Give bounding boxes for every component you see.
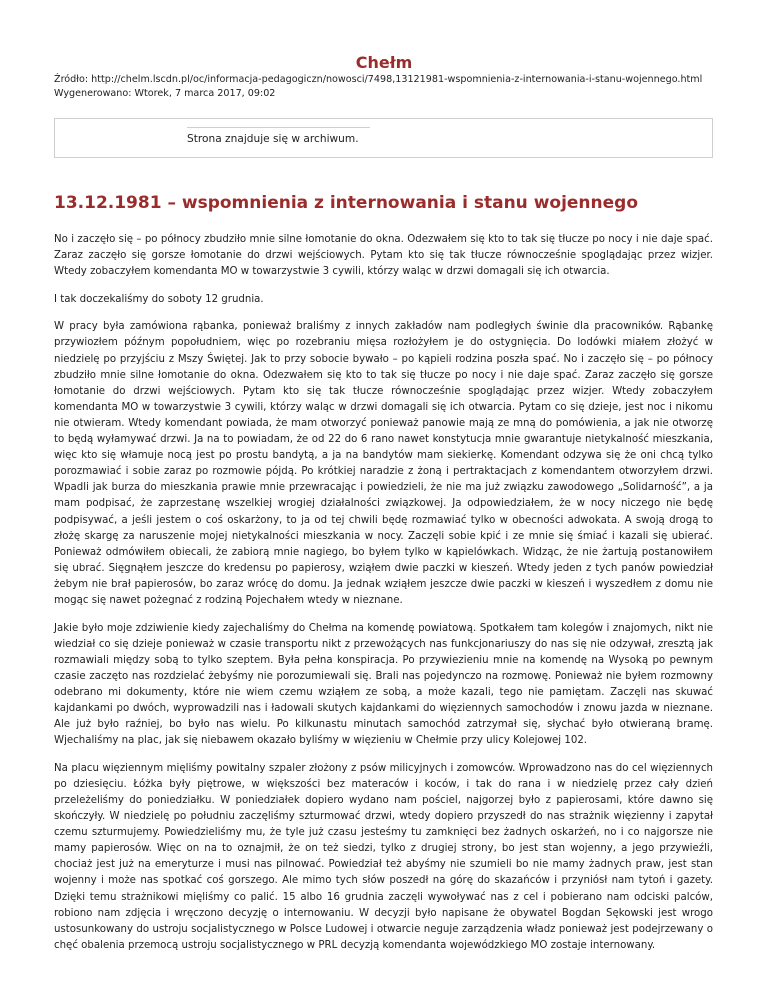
generated-date: Wygenerowano: Wtorek, 7 marca 2017, 09:02 xyxy=(54,88,276,99)
archive-divider xyxy=(187,127,370,128)
source-url: Źródło: http://chelm.lscdn.pl/oc/informacja-pedagogiczn/nowosci/7498,13121981-wspomnienia-z-internowania-i-stanu-wojennego.html xyxy=(54,74,703,85)
article-paragraph: Jakie było moje zdziwienie kiedy zajechaliśmy do Chełma na komendę powiatową. Spotkałem tam kolegów i znajomych, nikt nie wiedział co się dzieje ponieważ w czasie transportu nikt z przewożących nas funkcjonariuszy do nas się nie odzywał, zresztą jak rozmawiali między sobą to tylko szeptem. Była pełna konspiracja. Po przywiezieniu mnie na komendę na Wysoką po pewnym czasie zaczęto nas rozdzielać żebyśmy nie porozumiewali się. Brali nas pojedynczo na rozmowę. Ponieważ nie byłem rozmowny odebrano mi dokumenty, które nie wiem czemu wziąłem ze sobą, a może kazali, tego nie pamiętam. Zaczęli nas skuwać kajdankami po dwóch, wyprowadzili nas i ładowali skutych kajdankami do więziennych samochodów i znowu jazda w nieznane. Ale już było raźniej, bo było nas wielu. Po kilkunastu minutach samochód zatrzymał się, słychać było otwieraną bramę. Wjechaliśmy na plac, jak się niebawem okazało byliśmy w więzieniu w Chełmie przy ulicy Kolejowej 102. xyxy=(54,622,713,747)
document-meta xyxy=(54,73,702,101)
site-title: Chełm xyxy=(355,53,413,72)
article-paragraph: Na placu więziennym mięliśmy powitalny szpaler złożony z psów milicyjnych i zomowców. Wprowadzono nas do cel więziennych po dziesięciu. Łóżka były piętrowe, w większości bez materaców i koców, i tak do rana i w niedzielę przez cały dzień przeleżeliśmy do poniedziałku. W poniedziałek dopiero wydano nam pościel, najgorzej było z papierosami, które dawno się skończyły. W niedzielę po południu zaczęliśmy szturmować drzwi, wtedy dopiero przyszedł do nas strażnik więzienny i zapytał czemu szturmujemy. Powiedzieliśmy mu, że tyle już czasu jesteśmy tu zamknięci bez żadnych oskarżeń, no i co najgorsze nie mamy papierosów. Więc on na to oznajmił, że on też siedzi, tylko z drugiej strony, bo jest stan wojenny, a jego przywieźli, chociaż jest już na emeryturze i musi nas pilnować. Powiedział też abyśmy nie szumieli bo nie mamy żadnych praw, jest stan wojenny i może nas spotkać coś gorszego. Ale mimo tych słów poszedł na górę do skazańców i przyniósł nam tytoń i gazety. Dzięki temu strażnikowi mięliśmy co palić. 15 albo 16 grudnia zaczęli wywoływać nas z cel i pobierano nam odciski palców, robiono nam zdjęcia i wręczono decyzję o internowaniu. W decyzji było napisane że obywatel Bogdan Sękowski jest wrogo ustosunkowany do ustroju socjalistycznego w Polsce Ludowej i otwarcie neguje zarządzenia władz ponieważ jest podejrzewany o chęć obalenia przemocą ustroju socjalistycznego w PRL decyzją komendanta wojewódzkiego MO zostaje internowany. xyxy=(54,762,713,951)
article-paragraph: W pracy była zamówiona rąbanka, ponieważ braliśmy z innych zakładów nam podległych świnie dla pracowników. Rąbankę przywiozłem późnym popołudniem, więc po rozebraniu mięsa rozłożyłem je do ostygnięcia. Do lodówki miałem złożyć w niedzielę po przyjściu z Mszy Świętej. Jak to przy sobocie bywało – po kąpieli rodzina poszła spać. No i zaczęło się – po północy zbudziło mnie silne łomotanie do okna. Odezwałem się kto to tak się tłucze po nocy i nie daje spać. Zaraz zaczęło się gorsze łomotanie do drzwi wejściowych. Pytam kto się tak tłucze równocześnie spoglądając przez wizjer. Wtedy zobaczyłem komendanta MO w towarzystwie 3 cywili, którzy waląc w drzwi domagali się ich otwarcia. Pytam co się dzieje, jest noc i nikomu nie otwieram. Wtedy komendant powiada, że mam otworzyć ponieważ panowie mają ze mną do pomówienia, a jak nie otworzę to będą wyłamywać drzwi. Ja na to powiadam, że od 22 do 6 rano nawet konstytucja mnie gwarantuje nietykalność mieszkania, więc kto się włamuje nocą jest po prostu bandytą, a ja na bandytów mam siekierkę. Komendant odzywa się że oni chcą tylko porozmawiać i sobie zaraz po rozmowie pójdą. Po krótkiej naradzie z żoną i pertraktacjach z komendantem otworzyłem drzwi. Wpadli jak burza do mieszkania prawie mnie przewracając i powiedzieli, że nie ma już związku zawodowego „Solidarność”, a ja mam podpisać, że zaprzestanę wszelkiej wrogiej działalności związkowej. Ja odpowiedziałem, że w nocy niczego nie będę podpisywać, a jeśli jestem o coś oskarżony, to ja od tej chwili będę rozmawiać tylko w obecności adwokata. A swoją drogą to złożę skargę za naruszenie mojej nietykalności mieszkania w nocy. Zaczęli sobie kpić i ze mnie się śmiać i kazali się ubierać. Ponieważ odmówiłem obiecali, że zabiorą mnie nagiego, bo byłem tylko w kąpielówkach. Widząc, że nie żartują postanowiłem się ubrać. Sięgnąłem jeszcze do kredensu po papierosy, wziąłem dwie paczki w kieszeń. Wtedy jeden z tych panów powiedział żebym nie brał papierosów, bo zaraz wrócę do domu. Ja jednak wziąłem jeszcze dwie paczki w kieszeń i wyszedłem z domu nie mogąc się nawet pożegnać z rodziną Pojechałem wtedy w nieznane. xyxy=(54,321,713,606)
archive-message: Strona znajduje się w archiwum. xyxy=(187,133,359,145)
article-paragraph: No i zaczęło się – po północy zbudziło mnie silne łomotanie do okna. Odezwałem się kto to tak się tłucze po nocy i nie daje spać. Zaraz zaczęło się gorsze łomotanie do drzwi wejściowych. Pytam kto się tak tłucze równocześnie spoglądając przez wizjer. Wtedy zobaczyłem komendanta MO w towarzystwie 3 cywili, którzy waląc w drzwi domagali się ich otwarcia. xyxy=(54,234,713,278)
archive-notice xyxy=(54,118,713,158)
article-title: 13.12.1981 – wspomnienia z internowania i stanu wojennego xyxy=(54,193,639,213)
article-body xyxy=(54,232,713,965)
article-paragraph: I tak doczekaliśmy do soboty 12 grudnia. xyxy=(54,293,264,305)
